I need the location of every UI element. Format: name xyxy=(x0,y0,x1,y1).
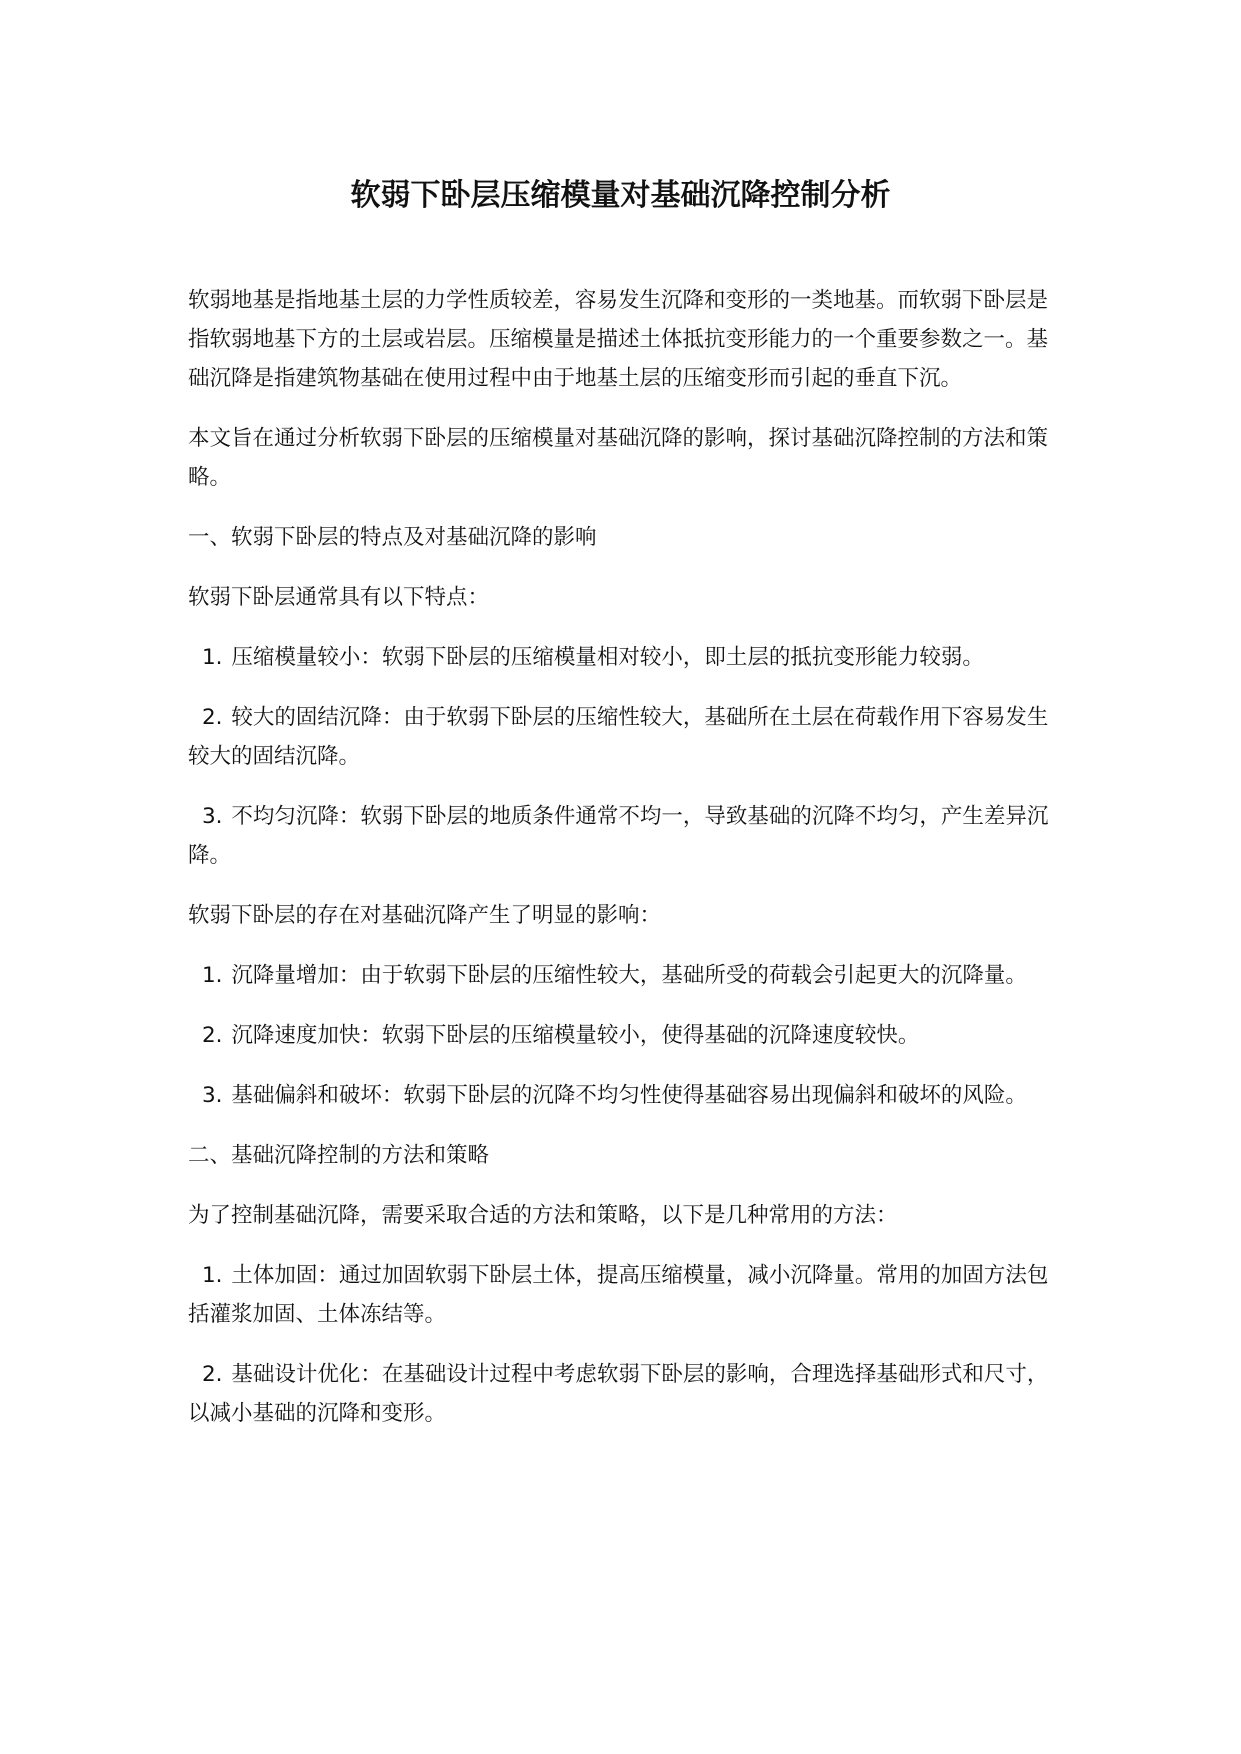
intro-paragraph: 本文旨在通过分析软弱下卧层的压缩模量对基础沉降的影响，探讨基础沉降控制的方法和策略。 xyxy=(188,426,1049,490)
list-item-text: 基础偏斜和破坏：软弱下卧层的沉降不均匀性使得基础容易出现偏斜和破坏的风险。 xyxy=(231,1083,1027,1108)
section-heading: 一、软弱下卧层的特点及对基础沉降的影响 xyxy=(188,525,597,550)
list-item-number: 2. xyxy=(202,1023,223,1048)
list-item-text: 沉降速度加快：软弱下卧层的压缩模量较小，使得基础的沉降速度较快。 xyxy=(231,1023,920,1048)
section-heading: 二、基础沉降控制的方法和策略 xyxy=(188,1143,490,1168)
list-item xyxy=(188,1355,1054,1433)
list-item-number: 2. xyxy=(202,1362,223,1387)
list-item-number: 2. xyxy=(202,705,223,730)
list-item xyxy=(188,1076,1054,1115)
list-item-number: 1. xyxy=(202,1263,223,1288)
list-item-text: 压缩模量较小：软弱下卧层的压缩模量相对较小，即土层的抵抗变形能力较弱。 xyxy=(231,645,984,670)
section-lead: 软弱下卧层通常具有以下特点： xyxy=(188,585,490,610)
list-item-text: 土体加固：通过加固软弱下卧层土体，提高压缩模量，减小沉降量。常用的加固方法包括灌浆加固、土体冻结等。 xyxy=(188,1263,1049,1327)
list-item xyxy=(188,698,1054,776)
list-item xyxy=(188,956,1054,995)
list-item-number: 1. xyxy=(202,645,223,670)
list-item-text: 沉降量增加：由于软弱下卧层的压缩性较大，基础所受的荷载会引起更大的沉降量。 xyxy=(231,963,1027,988)
list-item xyxy=(188,1256,1054,1334)
list-item xyxy=(188,638,1054,677)
document-body xyxy=(188,281,1054,1454)
list-item-text: 不均匀沉降：软弱下卧层的地质条件通常不均一，导致基础的沉降不均匀，产生差异沉降。 xyxy=(188,804,1049,868)
list-item-text: 较大的固结沉降：由于软弱下卧层的压缩性较大，基础所在土层在荷载作用下容易发生较大的固结沉降。 xyxy=(188,705,1049,769)
list-item xyxy=(188,1016,1054,1055)
list-item-number: 3. xyxy=(202,804,223,829)
list-item-number: 3. xyxy=(202,1083,223,1108)
list-item-number: 1. xyxy=(202,963,223,988)
list-item-text: 基础设计优化：在基础设计过程中考虑软弱下卧层的影响，合理选择基础形式和尺寸，以减小基础的沉降和变形。 xyxy=(188,1362,1049,1426)
list-item xyxy=(188,797,1054,875)
document-title: 软弱下卧层压缩模量对基础沉降控制分析 xyxy=(350,178,891,213)
intro-paragraph: 软弱地基是指地基土层的力学性质较差，容易发生沉降和变形的一类地基。而软弱下卧层是指软弱地基下方的土层或岩层。压缩模量是描述土体抵抗变形能力的一个重要参数之一。基础沉降是指建筑物基础在使用过程中由于地基土层的压缩变形而引起的垂直下沉。 xyxy=(188,288,1049,391)
section-lead: 软弱下卧层的存在对基础沉降产生了明显的影响： xyxy=(188,903,662,928)
section-lead: 为了控制基础沉降，需要采取合适的方法和策略，以下是几种常用的方法： xyxy=(188,1203,898,1228)
